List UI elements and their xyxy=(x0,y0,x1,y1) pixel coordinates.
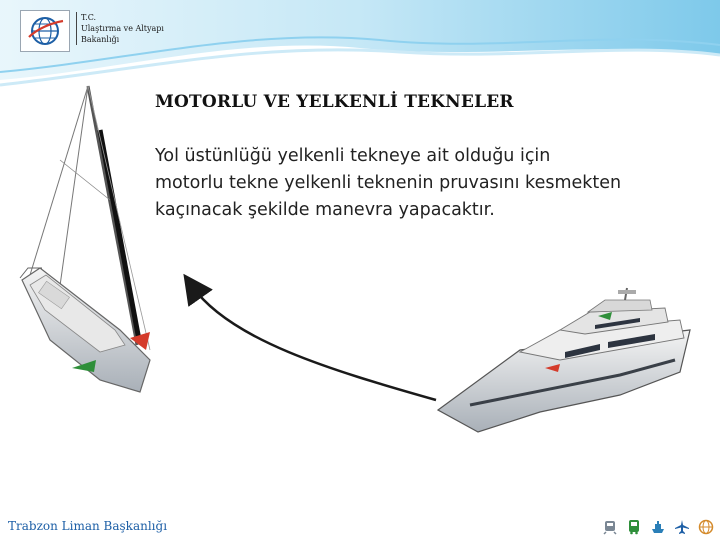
rule-line-3: kaçınacak şekilde manevra yapacaktır. xyxy=(155,200,495,220)
rule-line-2: motorlu tekne yelkenli teknenin pruvasını kesmekten xyxy=(155,173,622,193)
ship-icon xyxy=(650,519,666,535)
rule-description xyxy=(155,143,645,224)
plane-icon xyxy=(674,519,690,535)
org-line-1: T.C. xyxy=(81,13,97,22)
org-line-2: Ulaştırma ve Altyapı xyxy=(81,24,164,33)
organization-name xyxy=(76,12,221,45)
globe-icon xyxy=(698,519,714,535)
footer-transport-icons xyxy=(602,519,714,535)
maneuver-arrow xyxy=(192,286,436,400)
ministry-logo xyxy=(20,10,70,52)
sailboat xyxy=(20,86,150,392)
ministry-emblem-icon xyxy=(21,11,69,51)
vessel-illustration xyxy=(0,80,720,460)
motor-yacht xyxy=(438,288,690,432)
rule-line-1: Yol üstünlüğü yelkenli tekneye ait olduğu için xyxy=(155,146,551,166)
footer-office-name: Trabzon Liman Başkanlığı xyxy=(8,519,168,533)
train-icon xyxy=(602,519,618,535)
org-line-3: Bakanlığı xyxy=(81,35,120,44)
slide-title: MOTORLU VE YELKENLİ TEKNELER xyxy=(155,92,514,112)
bus-icon xyxy=(626,519,642,535)
